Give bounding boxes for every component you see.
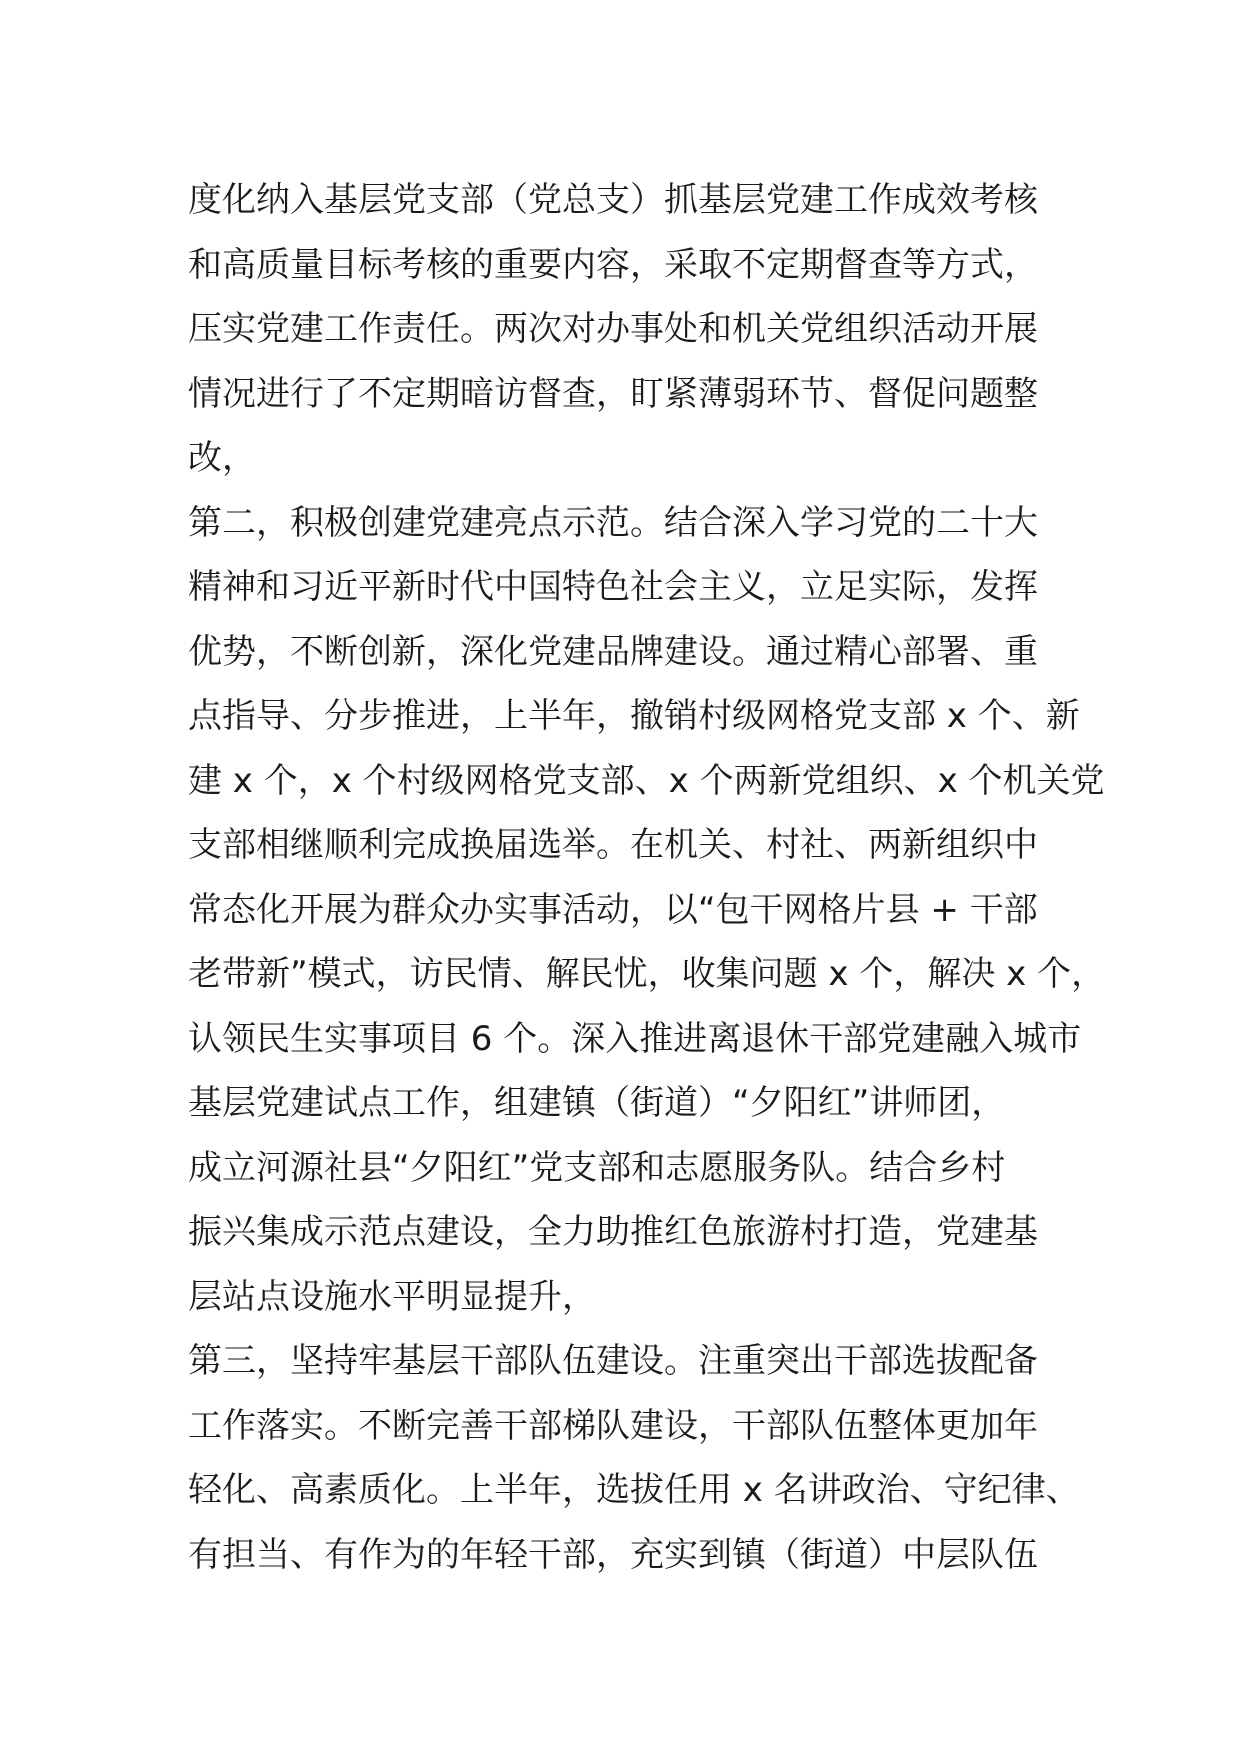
text-line: 支部相继顺利完成换届选举。在机关、村社、两新组织中 xyxy=(188,825,1038,865)
text-line: 改， xyxy=(188,438,256,478)
text-line: 第三，坚持牢基层干部队伍建设。注重突出干部选拔配备 xyxy=(188,1341,1038,1381)
text-line: 工作落实。不断完善干部梯队建设，干部队伍整体更加年 xyxy=(188,1405,1038,1446)
body-text xyxy=(188,168,1106,1587)
text-line: 常态化开展为群众办实事活动，以“包干网格片县 + 干部 xyxy=(188,889,1038,930)
text-line: 老带新”模式，访民情、解民忧，收集问题 x 个，解决 x 个， xyxy=(188,954,1106,994)
text-line: 层站点设施水平明显提升， xyxy=(188,1276,596,1317)
text-line: 振兴集成示范点建设，全力助推红色旅游村打造，党建基 xyxy=(188,1212,1038,1252)
text-line: 成立河源社县“夕阳红”党支部和志愿服务队。结合乡村 xyxy=(188,1147,1006,1188)
text-line: 有担当、有作为的年轻干部，充实到镇（街道）中层队伍 xyxy=(188,1534,1038,1575)
text-line: 第二，积极创建党建亮点示范。结合深入学习党的二十大 xyxy=(188,502,1038,543)
text-line: 认领民生实事项目 6 个。深入推进离退休干部党建融入城市 xyxy=(188,1018,1082,1059)
text-line: 度化纳入基层党支部（党总支）抓基层党建工作成效考核 xyxy=(188,180,1038,220)
text-line: 优势，不断创新，深化党建品牌建设。通过精心部署、重 xyxy=(188,631,1038,672)
text-line: 基层党建试点工作，组建镇（街道）“夕阳红”讲师团， xyxy=(188,1083,1006,1123)
text-line: 情况进行了不定期暗访督查，盯紧薄弱环节、督促问题整 xyxy=(188,373,1038,414)
text-line: 精神和习近平新时代中国特色社会主义，立足实际，发挥 xyxy=(188,567,1038,607)
text-line: 轻化、高素质化。上半年，选拔任用 x 名讲政治、守纪律、 xyxy=(188,1470,1080,1510)
text-line: 压实党建工作责任。两次对办事处和机关党组织活动开展 xyxy=(188,309,1038,349)
text-line: 建 x 个，x 个村级网格党支部、x 个两新党组织、x 个机关党 xyxy=(188,760,1105,801)
text-line: 点指导、分步推进，上半年，撤销村级网格党支部 x 个、新 xyxy=(188,696,1080,736)
text-line: 和高质量目标考核的重要内容，采取不定期督查等方式， xyxy=(188,244,1038,285)
